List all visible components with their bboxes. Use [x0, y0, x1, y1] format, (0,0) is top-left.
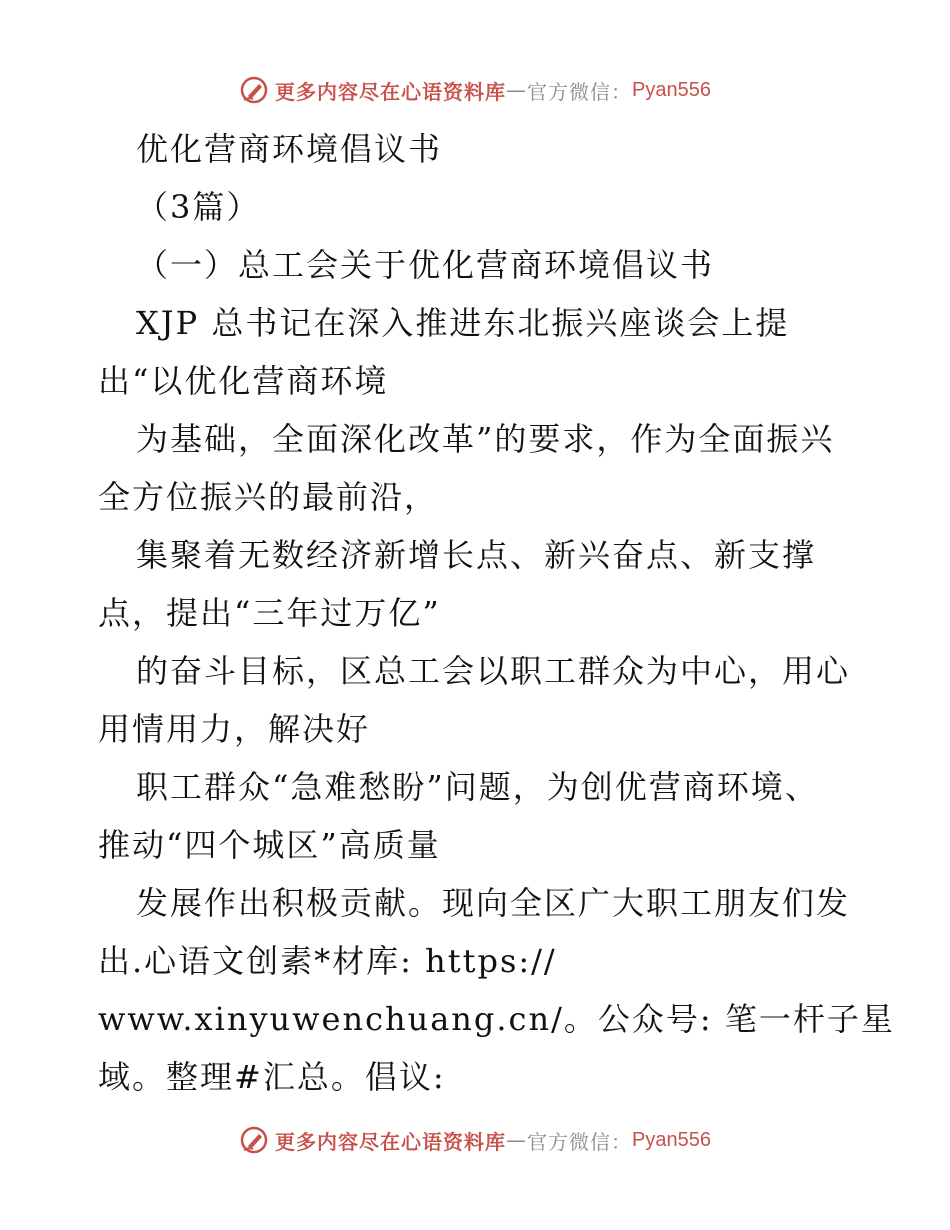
paragraph-line: www.xinyuwenchuang.cn/。公众号: 笔一杆子星 [98, 1000, 895, 1038]
paragraph-line: 用情用力，解决好 [98, 710, 371, 748]
banner-wechat-id: Pyan556 [632, 78, 711, 101]
paragraph-line: 的奋斗目标，区总工会以职工群众为中心，用心 [136, 652, 851, 690]
paragraph-line: 为基础，全面深化改革”的要求，作为全面振兴 [136, 420, 835, 458]
paragraph-line: 职工群众“急难愁盼”问题，为创优营商环境、 [136, 768, 819, 806]
paragraph-line: 域。整理#汇总。倡议: [98, 1058, 446, 1096]
banner-dash: — [506, 1128, 528, 1152]
paragraph-line: 集聚着无数经济新增长点、新兴奋点、新支撑 [136, 536, 817, 574]
paragraph-line: 出“以优化营商环境 [98, 362, 389, 400]
banner-wechat-label: 官方微信： [527, 1129, 633, 1154]
banner-dash: — [506, 78, 528, 102]
pen-logo-icon [239, 75, 269, 105]
paragraph-line: XJP 总书记在深入推进东北振兴座谈会上提 [136, 304, 790, 342]
paragraph-line: 点，提出“三年过万亿” [98, 594, 441, 632]
footer-watermark-banner [0, 1120, 950, 1160]
banner-title: 更多内容尽在心语资料库 [275, 79, 507, 104]
paragraph-line: 全方位振兴的最前沿， [98, 478, 439, 516]
paragraph-line: 推动“四个城区”高质量 [98, 826, 441, 864]
banner-wechat-label: 官方微信： [527, 79, 633, 104]
doc-title: 优化营商环境倡议书 [136, 130, 443, 168]
banner-wechat-id: Pyan556 [632, 1128, 711, 1151]
pen-logo-icon [239, 1125, 269, 1155]
document-body [98, 120, 895, 1106]
header-watermark-banner [0, 70, 950, 110]
paragraph-line: 出.心语文创素*材库: https:// [98, 942, 557, 980]
banner-title: 更多内容尽在心语资料库 [275, 1129, 507, 1154]
paragraph-line: 发展作出积极贡献。现向全区广大职工朋友们发 [136, 884, 851, 922]
section-heading: （一）总工会关于优化营商环境倡议书 [136, 246, 715, 284]
doc-subtitle: （3篇） [136, 188, 261, 226]
